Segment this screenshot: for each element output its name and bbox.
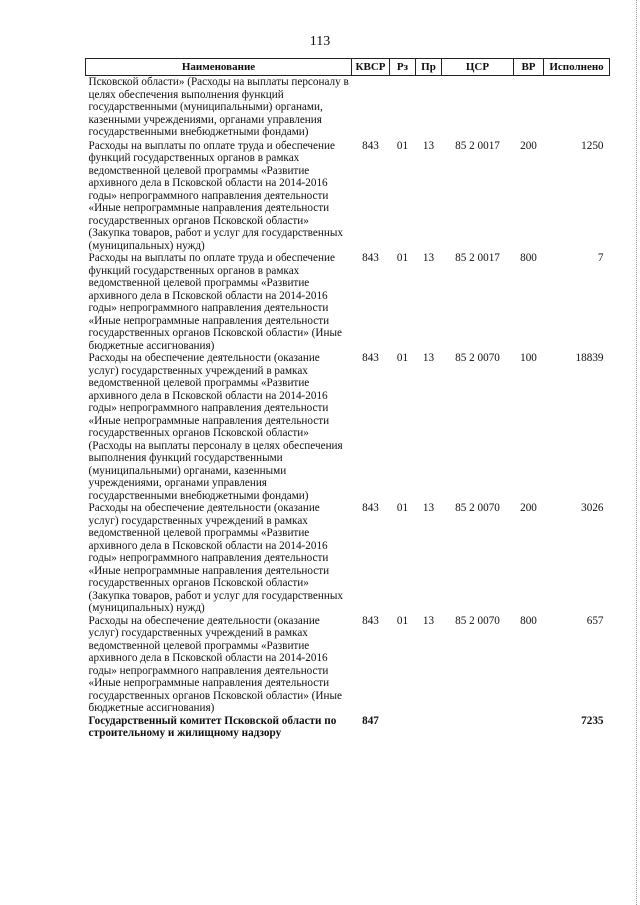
table-row — [86, 252, 610, 352]
cell-vr — [514, 715, 544, 740]
cell-name: Расходы на выплаты по оплате труда и обеспечение функций государственных органов в рамках ведомственной целевой программы «Развитие архивного дела в Псковской области на 2014-2016 годы» непрограммного направления деятельности «Иные непрограммные направления деятельности государственных органов Псковской области» (Закупка товаров, работ и услуг для государственных (муниципальных) нужд) — [88, 139, 343, 252]
cell-vr: 800 — [520, 252, 537, 264]
table-row — [86, 140, 610, 253]
cell-vr: 800 — [520, 614, 537, 627]
cell-executed: 7235 — [581, 714, 604, 727]
cell-name: Расходы на обеспечение деятельности (оказание услуг) государственных учреждений в рамках ведомственной целевой программы «Развитие архивного дела в Псковской области на 2014-2016 годы» непрограммного направления деятельности «Иные непрограммные направления деятельности государственных органов Псковской области» (Закупка товаров, работ и услуг для государственных (муниципальных) нужд) — [88, 502, 343, 614]
cell-pr: 13 — [422, 352, 435, 364]
cell-csr: 85 2 0070 — [455, 614, 500, 627]
cell-pr: 13 — [422, 252, 435, 264]
cell-executed: 7 — [597, 252, 604, 264]
cell-rz: 01 — [396, 502, 409, 514]
header-kvsr: КВСР — [352, 59, 390, 76]
cell-pr — [416, 76, 442, 140]
cell-rz: 01 — [396, 139, 409, 152]
cell-pr: 13 — [422, 139, 435, 152]
page-number: 113 — [309, 34, 331, 49]
header-executed: Исполнено — [544, 59, 610, 76]
cell-rz — [390, 76, 416, 140]
cell-kvsr: 843 — [362, 252, 379, 264]
cell-executed — [544, 76, 610, 140]
cell-name: Расходы на обеспечение деятельности (оказание услуг) государственных учреждений в рамках ведомственной целевой программы «Развитие архивного дела в Псковской области на 2014-2016 годы» непрограммного направления деятельности «Иные непрограммные направления деятельности государственных органов Псковской области» (Расходы на выплаты персоналу в целях обеспечения выполнения функций государственными (муниципальными) органами, казенными учреждениями, органами управления государственными внебюджетными фондами) — [88, 352, 343, 502]
table-header-row — [86, 59, 610, 76]
table-row-department — [86, 715, 610, 740]
budget-table-container — [85, 58, 609, 740]
cell-executed: 657 — [586, 614, 604, 627]
cell-executed: 1250 — [581, 139, 604, 152]
header-name: Наименование — [86, 59, 352, 76]
cell-executed: 3026 — [581, 502, 604, 514]
cell-vr: 200 — [520, 139, 537, 152]
cell-name: Государственный комитет Псковской области по строительному и жилищному надзору — [88, 714, 337, 739]
cell-rz — [390, 715, 416, 740]
table-row — [86, 502, 610, 615]
cell-name: Расходы на обеспечение деятельности (оказание услуг) государственных учреждений в рамках ведомственной целевой программы «Развитие архивного дела в Псковской области на 2014-2016 годы» непрограммного направления деятельности «Иные непрограммные направления деятельности государственных органов Псковской области» (Иные бюджетные ассигнования) — [88, 614, 342, 714]
cell-kvsr: 843 — [362, 139, 379, 152]
cell-name: Псковской области» (Расходы на выплаты персоналу в целях обеспечения выполнения функций государственными (муниципальными) органами, казенными учреждениями, органами управления государственными внебюджетными фондами) — [88, 76, 349, 138]
cell-executed: 18839 — [575, 352, 604, 364]
cell-rz: 01 — [396, 252, 409, 264]
cell-csr: 85 2 0070 — [455, 502, 500, 514]
cell-vr — [514, 76, 544, 140]
cell-csr — [442, 715, 514, 740]
cell-kvsr — [352, 76, 390, 140]
cell-csr — [442, 76, 514, 140]
cell-kvsr: 843 — [362, 352, 379, 364]
cell-kvsr: 843 — [362, 614, 379, 627]
cell-csr: 85 2 0070 — [455, 352, 500, 364]
cell-vr: 100 — [520, 352, 537, 364]
cell-csr: 85 2 0017 — [455, 139, 500, 152]
header-csr: ЦСР — [442, 59, 514, 76]
cell-pr: 13 — [422, 614, 435, 627]
cell-name: Расходы на выплаты по оплате труда и обеспечение функций государственных органов в рамках ведомственной целевой программы «Развитие архивного дела в Псковской области на 2014-2016 годы» непрограммного направления деятельности «Иные непрограммные направления деятельности государственных органов Псковской области» (Иные бюджетные ассигнования) — [88, 252, 342, 352]
cell-csr: 85 2 0017 — [455, 252, 500, 264]
header-rz: Рз — [390, 59, 416, 76]
table-row — [86, 76, 610, 140]
header-pr: Пр — [416, 59, 442, 76]
cell-rz: 01 — [396, 614, 409, 627]
table-row — [86, 352, 610, 502]
cell-rz: 01 — [396, 352, 409, 364]
scan-edge-line — [635, 0, 637, 905]
cell-pr: 13 — [422, 502, 435, 514]
cell-kvsr: 843 — [362, 502, 379, 514]
cell-pr — [416, 715, 442, 740]
cell-kvsr: 847 — [362, 714, 379, 727]
cell-vr: 200 — [520, 502, 537, 514]
header-vr: ВР — [514, 59, 544, 76]
budget-table — [85, 58, 610, 740]
table-row — [86, 615, 610, 715]
